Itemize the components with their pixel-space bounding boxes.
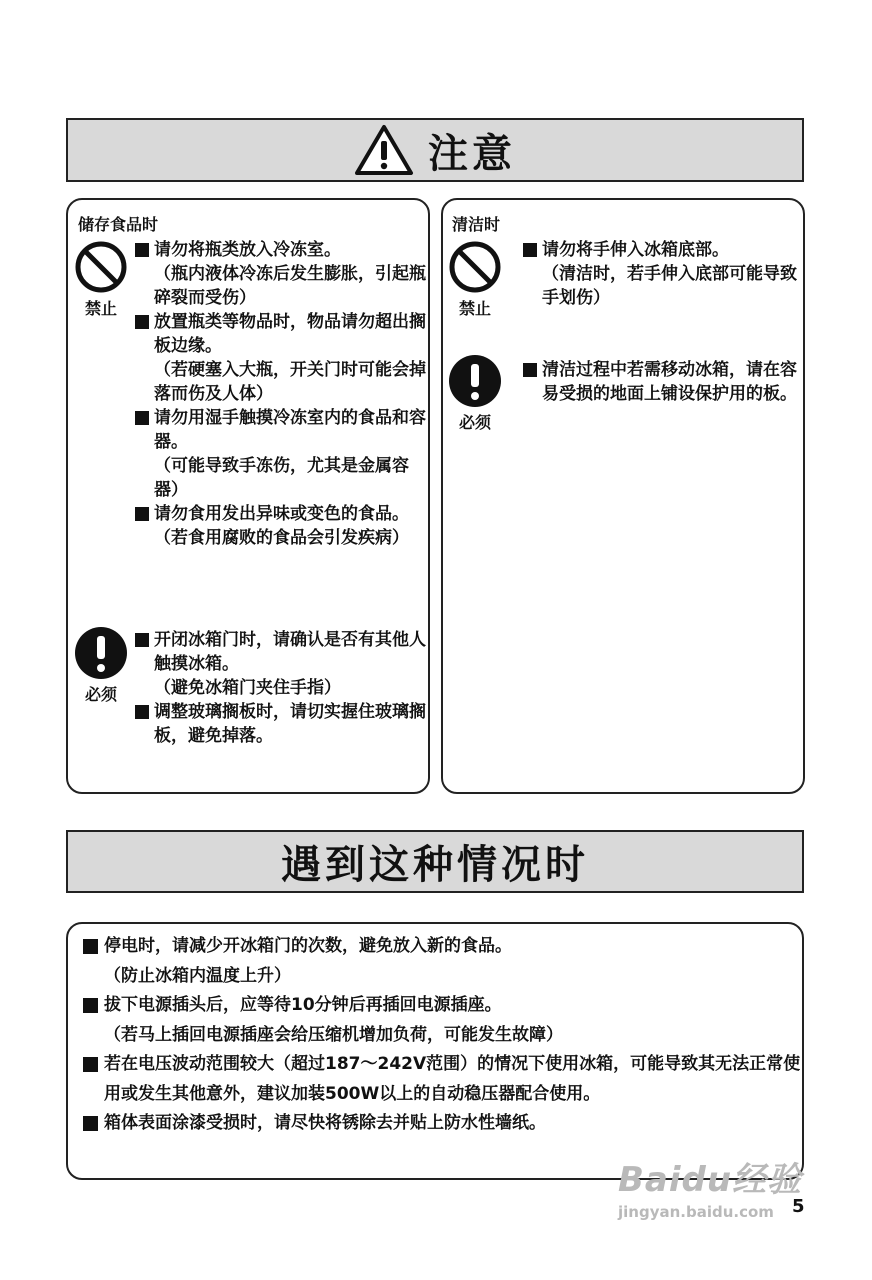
cleaning-must-symbol [446,354,504,433]
watermark-url: jingyan.baidu.com [618,1203,774,1221]
prohibit-label: 禁止 [458,299,491,318]
list-item: 放置瓶类等物品时，物品请勿超出搁板边缘。 [134,310,426,358]
list-item: 开闭冰箱门时，请确认是否有其他人触摸冰箱。 [134,628,426,676]
storing-must-list [134,628,426,748]
list-item: 若在电压波动范围较大（超过187～242V范围）的情况下使用冰箱，可能导致其无法正常使用或发生其他意外，建议加装500W以上的自动稳压器配合使用。 [82,1050,802,1109]
warning-triangle-icon [354,124,414,176]
caution-title: 注意 [428,130,516,177]
must-label: 必须 [458,413,491,432]
list-item: 清洁过程中若需移动冰箱，请在容易受损的地面上铺设保护用的板。 [522,358,802,406]
storing-prohibit-list [134,238,426,550]
list-item: 调整玻璃搁板时，请切实握住玻璃搁板，避免掉落。 [134,700,426,748]
cleaning-heading: 清洁时 [452,215,501,234]
list-item-note: （若马上插回电源插座会给压缩机增加负荷，可能发生故障） [104,1024,563,1045]
list-item: 箱体表面涂漆受损时，请尽快将锈除去并贴上防水性墙纸。 [82,1109,802,1139]
list-item-note: （可能导致手冻伤，尤其是金属容器） [154,456,409,500]
list-item-note: （清洁时，若手伸入底部可能导致手划伤） [542,264,797,308]
list-item-note: （避免冰箱门夹住手指） [154,678,341,698]
list-item-note: （防止冰箱内温度上升） [104,965,291,986]
list-item-note: （瓶内液体冷冻后发生膨胀，引起瓶碎裂而受伤） [154,264,426,308]
must-label: 必须 [84,685,117,704]
situations-list [82,932,802,1139]
situations-title: 遇到这种情况时 [281,842,589,888]
exclamation-icon [74,626,128,680]
storing-must-symbol [72,626,130,705]
cleaning-must-list [522,358,802,406]
list-item-note: （若硬塞入大瓶，开关门时可能会掉落而伤及人体） [154,360,426,404]
cleaning-prohibit-list [522,238,802,310]
prohibition-icon [448,240,502,294]
watermark-logo: Baidu经验 [618,1160,803,1200]
list-item: 请勿食用发出异味或变色的食品。 [134,502,426,526]
list-item-note: （若食用腐败的食品会引发疾病） [154,528,409,548]
list-item: 请勿用湿手触摸冷冻室内的食品和容器。 [134,406,426,454]
prohibition-icon [74,240,128,294]
watermark [618,1152,802,1221]
situations-banner [66,830,804,893]
list-item: 请勿将瓶类放入冷冻室。 [134,238,426,262]
list-item: 拔下电源插头后，应等待10分钟后再插回电源插座。 [82,991,802,1021]
exclamation-icon [448,354,502,408]
prohibit-label: 禁止 [84,299,117,318]
caution-banner [66,118,804,182]
list-item: 请勿将手伸入冰箱底部。 [522,238,802,262]
storing-prohibit-symbol [72,240,130,319]
page-number: 5 [792,1196,805,1217]
storing-heading: 储存食品时 [78,215,159,234]
list-item: 停电时，请减少开冰箱门的次数，避免放入新的食品。 [82,932,802,962]
cleaning-prohibit-symbol [446,240,504,319]
